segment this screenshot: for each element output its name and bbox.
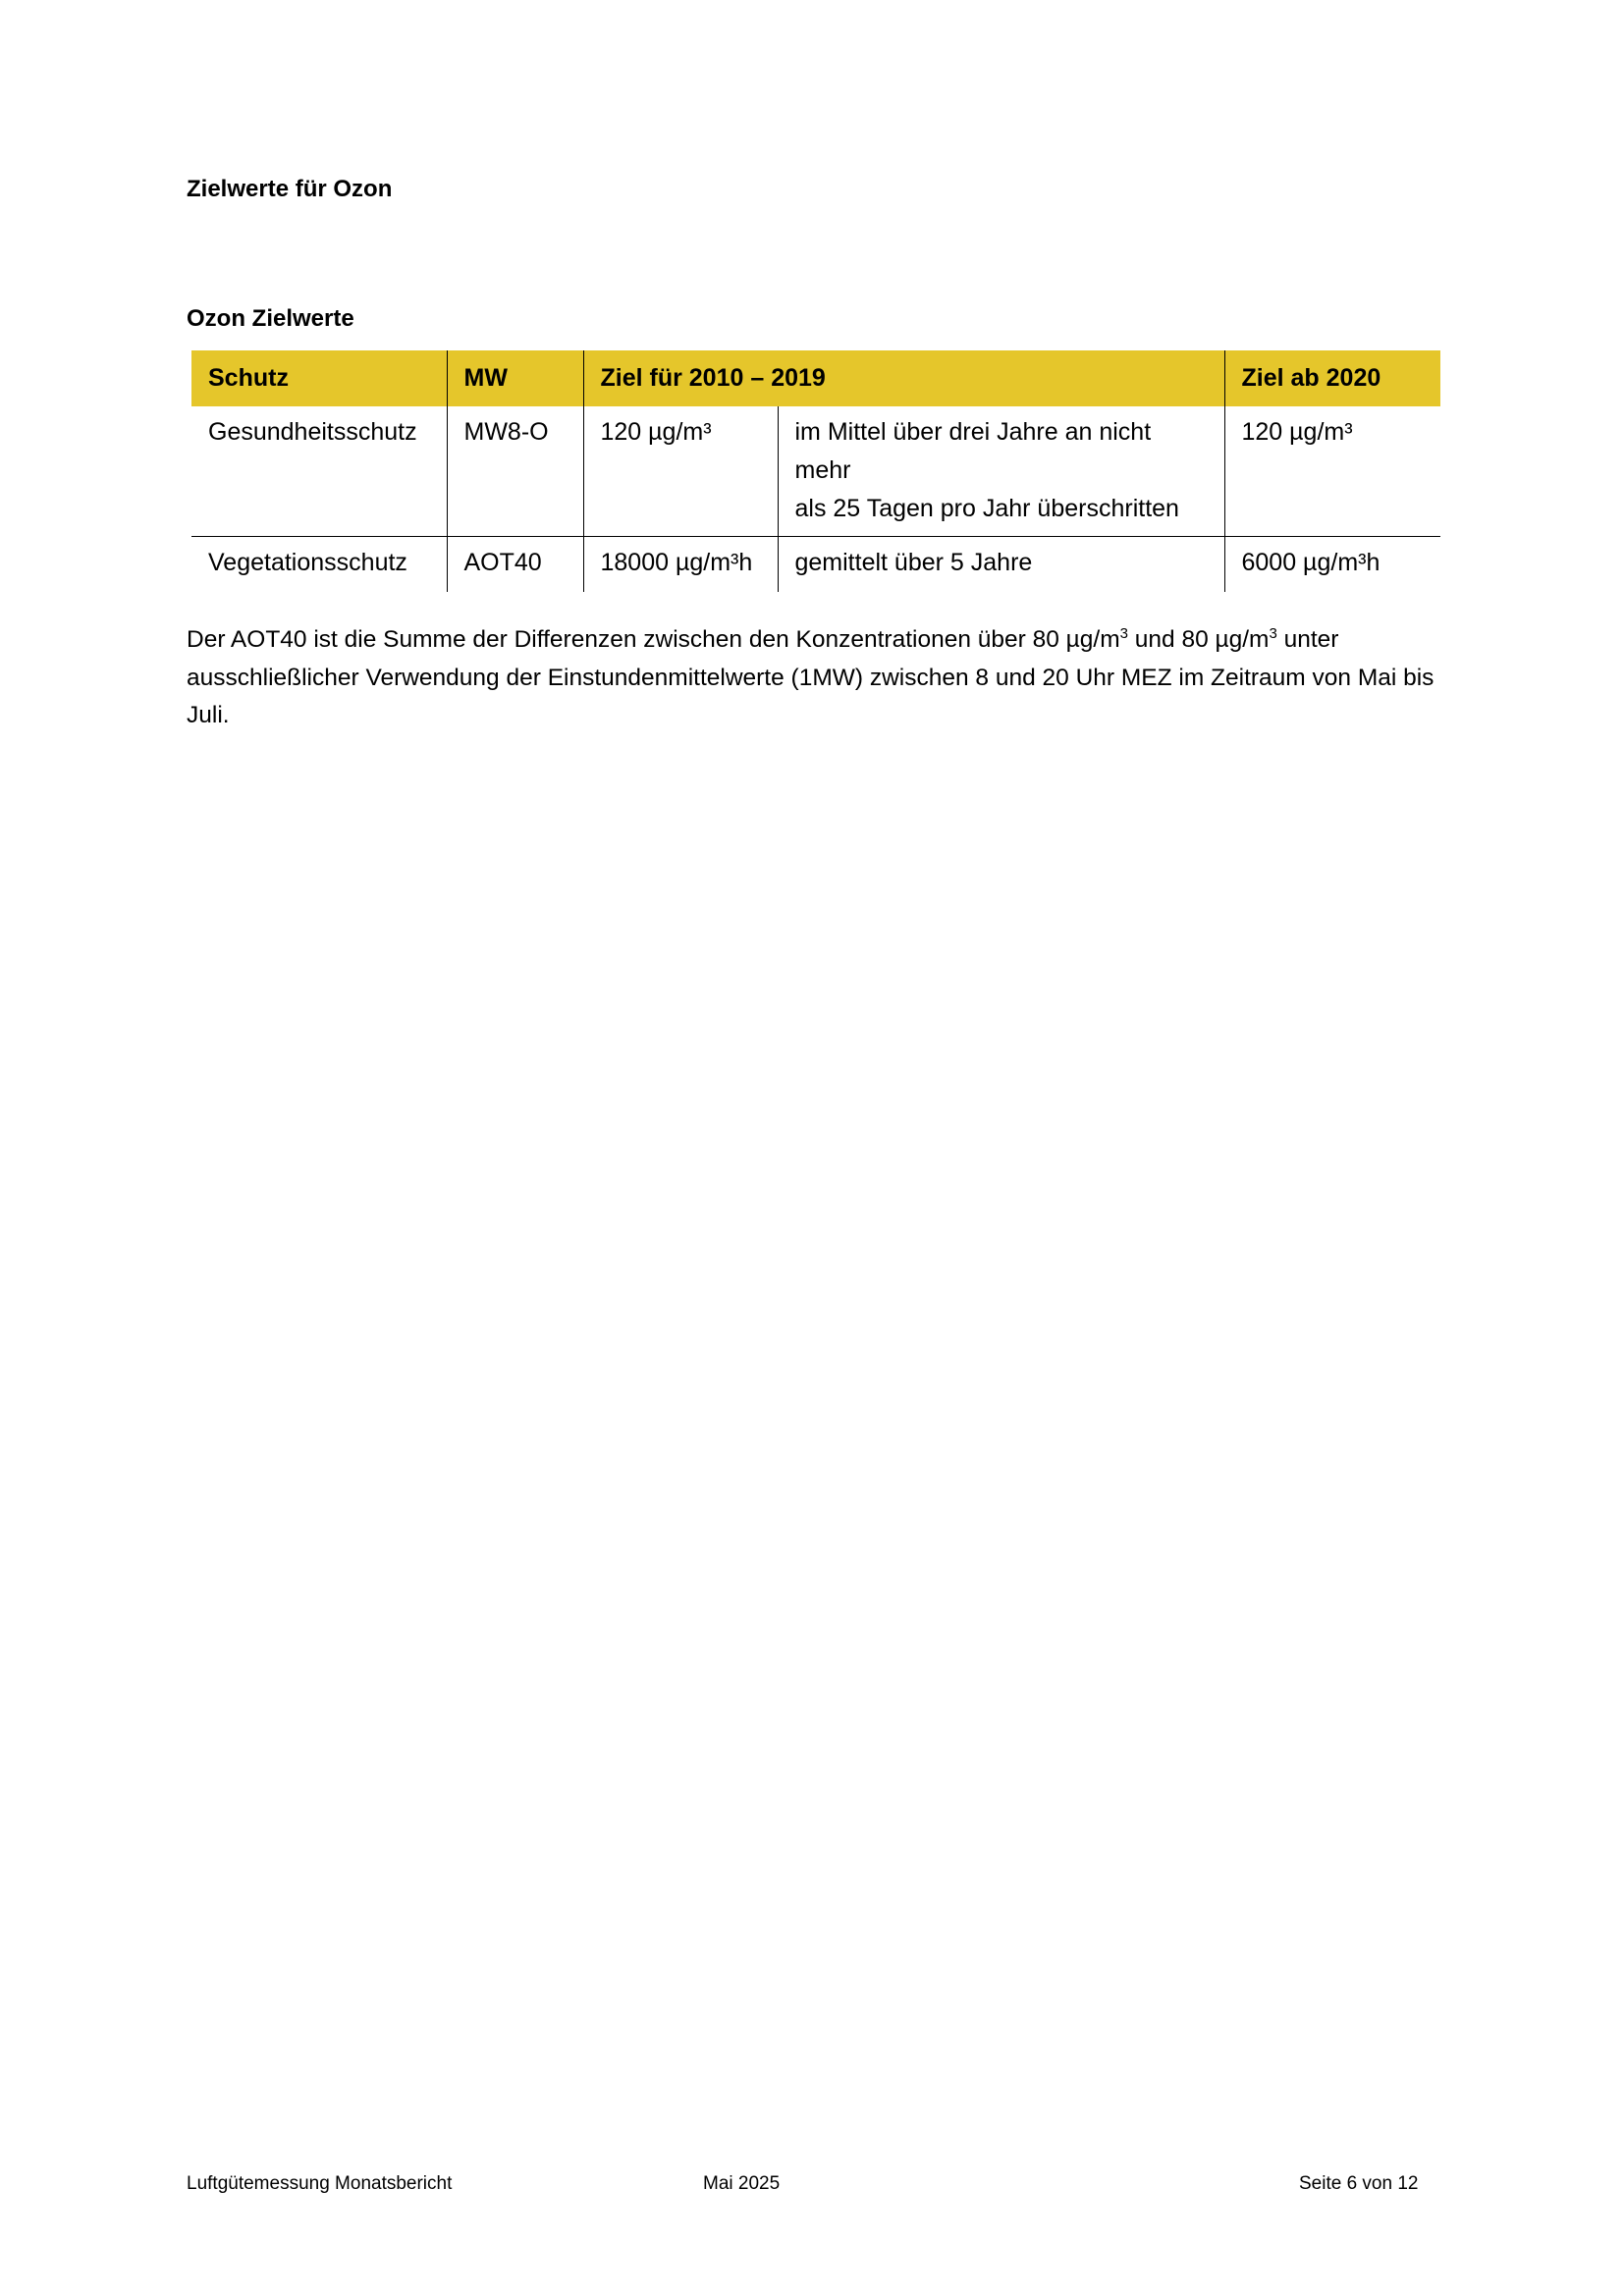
cell-wert: 120 µg/m³ xyxy=(583,406,778,537)
cell-bedingung: gemittelt über 5 Jahre xyxy=(778,537,1224,593)
cell-ziel-ab-2020: 6000 µg/m³h xyxy=(1224,537,1440,593)
section-heading: Zielwerte für Ozon xyxy=(187,176,393,202)
note-text-part2: und 80 µg/m xyxy=(1127,626,1270,653)
cell-schutz: Gesundheitsschutz xyxy=(191,406,447,537)
header-ziel-ab-2020: Ziel ab 2020 xyxy=(1224,350,1440,406)
cell-wert: 18000 µg/m³h xyxy=(583,537,778,593)
cell-bedingung-line1: im Mittel über drei Jahre an nicht mehr xyxy=(794,418,1152,484)
aot40-explanation xyxy=(187,621,1453,735)
note-text-part1: Der AOT40 ist die Summe der Differenzen zwischen den Konzentrationen über 80 µg/m xyxy=(187,626,1120,653)
note-text-part3: unter ausschließlicher Verwendung der Einstundenmittelwerte (1MW) zwischen 8 und 20 Uhr MEZ im Zeitraum von Mai bis Juli. xyxy=(187,626,1435,728)
footer-report-title: Luftgütemessung Monatsbericht xyxy=(187,2173,453,2194)
cell-schutz: Vegetationsschutz xyxy=(208,549,407,576)
cell-mw: AOT40 xyxy=(447,537,583,593)
table-caption: Ozon Zielwerte xyxy=(187,305,354,332)
cell-bedingung-line2: als 25 Tagen pro Jahr überschritten xyxy=(794,495,1179,522)
header-mw: MW xyxy=(447,350,583,406)
header-ziel-2010-2019: Ziel für 2010 – 2019 xyxy=(583,350,1224,406)
table-row xyxy=(191,537,1440,593)
table-header-row xyxy=(191,350,1440,406)
cell-ziel-ab-2020: 120 µg/m³ xyxy=(1224,406,1440,537)
header-schutz: Schutz xyxy=(191,350,447,406)
note-superscript: 3 xyxy=(1269,625,1277,642)
cell-bedingung xyxy=(778,406,1224,537)
note-superscript: 3 xyxy=(1119,625,1128,642)
footer-page-number: Seite 6 von 12 xyxy=(1299,2173,1419,2194)
footer-date: Mai 2025 xyxy=(703,2173,781,2194)
table-row xyxy=(191,406,1440,537)
cell-mw: MW8-O xyxy=(447,406,583,537)
ozone-target-values-table xyxy=(191,350,1440,592)
